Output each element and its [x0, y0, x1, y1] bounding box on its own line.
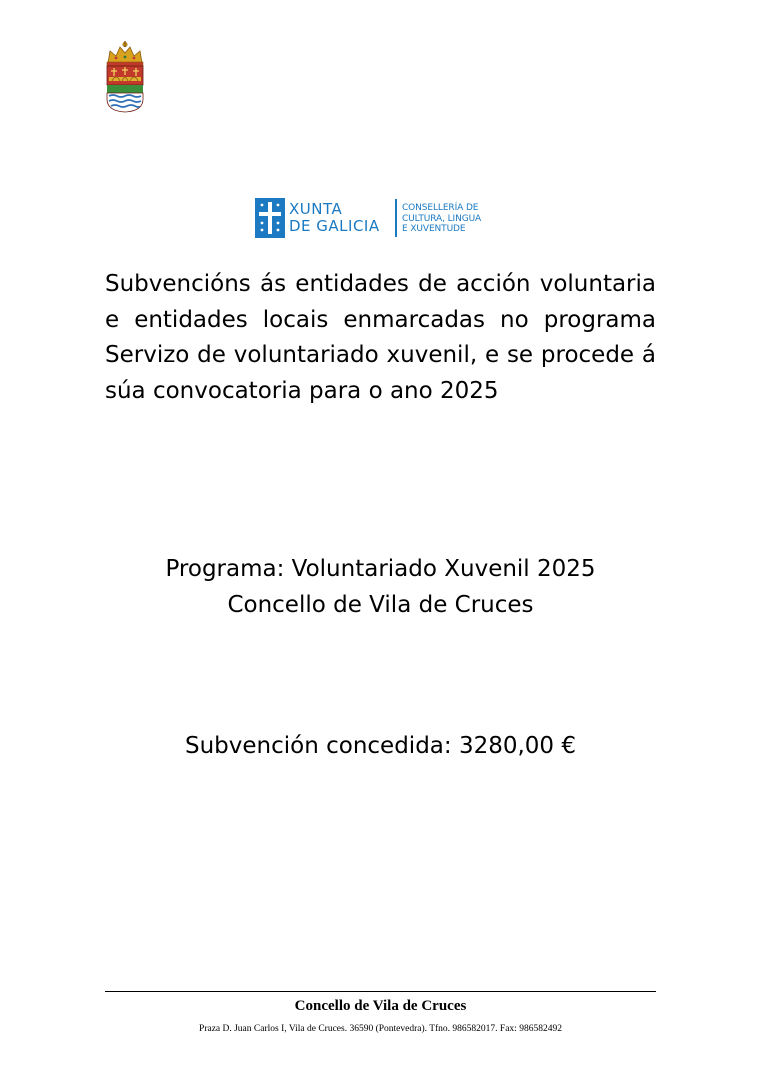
logo-divider	[395, 199, 397, 237]
brand-line-1: XUNTA	[289, 200, 343, 218]
footer-address: Praza D. Juan Carlos I, Vila de Cruces. 36590 (Pontevedra). Tfno. 986582017. Fax: 986582492	[199, 1024, 562, 1034]
program-line: Programa: Voluntariado Xuvenil 2025	[165, 556, 596, 582]
footer-council-name: Concello de Vila de Cruces	[294, 998, 467, 1014]
document-title: Subvencións ás entidades de acción voluntaria e entidades locais enmarcadas no programa Servizo de voluntariado xuvenil, e se procede á súa convocatoria para o ano 2025	[105, 271, 656, 404]
dept-line-1: CONSELLERÍA DE	[402, 203, 479, 213]
dept-line-2: CULTURA, LINGUA	[402, 213, 482, 224]
grant-amount: Subvención concedida: 3280,00 €	[185, 733, 576, 759]
xunta-galicia-logo	[255, 197, 501, 239]
brand-line-2: DE GALICIA	[289, 217, 380, 235]
dept-line-3: E XUVENTUDE	[402, 224, 466, 234]
council-line: Concello de Vila de Cruces	[227, 592, 534, 618]
xunta-galicia-cross-emblem-icon	[255, 198, 285, 238]
footer-divider	[105, 991, 656, 992]
coat-of-arms-icon	[104, 41, 146, 113]
xunta-brand-text	[289, 201, 380, 235]
department-text	[402, 203, 481, 235]
program-block	[105, 551, 656, 623]
